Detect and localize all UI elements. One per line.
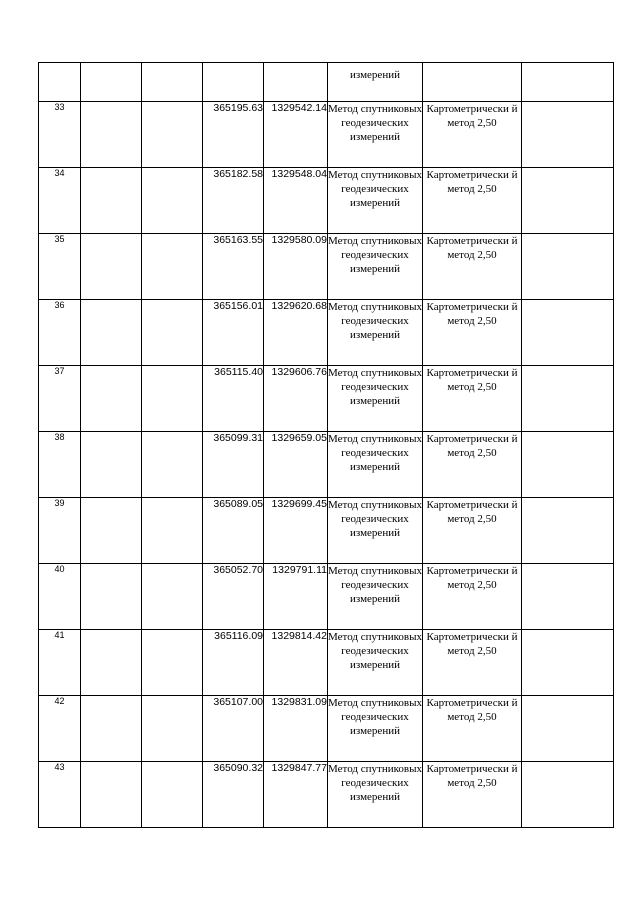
table-body xyxy=(39,63,614,828)
cell-accuracy: Картометрически й метод 2,50 xyxy=(423,234,522,300)
cell-empty xyxy=(142,102,203,168)
table-row xyxy=(39,366,614,432)
cell-y-coordinate: 1329847.77 xyxy=(264,762,328,828)
cell-method: Метод спутниковых геодезических измерений xyxy=(328,234,423,300)
cell-point-number: 43 xyxy=(39,762,81,828)
cell-empty xyxy=(203,63,264,102)
cell-method: Метод спутниковых геодезических измерений xyxy=(328,762,423,828)
cell-point-number: 40 xyxy=(39,564,81,630)
cell-empty xyxy=(81,366,142,432)
cell-y-coordinate: 1329620.68 xyxy=(264,300,328,366)
table-row xyxy=(39,432,614,498)
cell-empty xyxy=(264,63,328,102)
cell-empty xyxy=(522,498,614,564)
cell-empty xyxy=(142,762,203,828)
cell-x-coordinate: 365156.01 xyxy=(203,300,264,366)
cell-accuracy: Картометрически й метод 2,50 xyxy=(423,762,522,828)
cell-empty xyxy=(81,102,142,168)
cell-empty xyxy=(39,63,81,102)
cell-empty xyxy=(81,300,142,366)
cell-y-coordinate: 1329791.11 xyxy=(264,564,328,630)
cell-x-coordinate: 365195.63 xyxy=(203,102,264,168)
cell-point-number: 36 xyxy=(39,300,81,366)
cell-y-coordinate: 1329699.45 xyxy=(264,498,328,564)
cell-x-coordinate: 365090.32 xyxy=(203,762,264,828)
cell-empty xyxy=(522,564,614,630)
cell-accuracy: Картометрически й метод 2,50 xyxy=(423,432,522,498)
cell-empty xyxy=(142,63,203,102)
cell-y-coordinate: 1329548.04 xyxy=(264,168,328,234)
cell-x-coordinate: 365115.40 xyxy=(203,366,264,432)
table-row xyxy=(39,762,614,828)
cell-empty xyxy=(142,168,203,234)
cell-empty xyxy=(522,168,614,234)
cell-point-number: 37 xyxy=(39,366,81,432)
cell-x-coordinate: 365089.05 xyxy=(203,498,264,564)
cell-empty xyxy=(81,63,142,102)
cell-empty xyxy=(522,234,614,300)
cell-accuracy: Картометрически й метод 2,50 xyxy=(423,168,522,234)
cell-accuracy: Картометрически й метод 2,50 xyxy=(423,366,522,432)
cell-empty xyxy=(142,498,203,564)
cell-y-coordinate: 1329542.14 xyxy=(264,102,328,168)
cell-point-number: 35 xyxy=(39,234,81,300)
cell-point-number: 42 xyxy=(39,696,81,762)
table-row xyxy=(39,630,614,696)
cell-x-coordinate: 365052.70 xyxy=(203,564,264,630)
cell-y-coordinate: 1329580.09 xyxy=(264,234,328,300)
cell-point-number: 38 xyxy=(39,432,81,498)
cell-accuracy: Картометрически й метод 2,50 xyxy=(423,498,522,564)
cell-empty xyxy=(522,102,614,168)
table-row-continuation xyxy=(39,63,614,102)
table-row xyxy=(39,102,614,168)
cell-empty xyxy=(142,696,203,762)
cell-x-coordinate: 365116.09 xyxy=(203,630,264,696)
cell-y-coordinate: 1329831.09 xyxy=(264,696,328,762)
cell-method: Метод спутниковых геодезических измерений xyxy=(328,432,423,498)
cell-empty xyxy=(522,63,614,102)
cell-accuracy: Картометрически й метод 2,50 xyxy=(423,300,522,366)
cell-accuracy: Картометрически й метод 2,50 xyxy=(423,630,522,696)
cell-method: Метод спутниковых геодезических измерений xyxy=(328,498,423,564)
cell-method: Метод спутниковых геодезических измерений xyxy=(328,564,423,630)
cell-empty xyxy=(522,696,614,762)
cell-x-coordinate: 365182.58 xyxy=(203,168,264,234)
cell-point-number: 33 xyxy=(39,102,81,168)
cell-empty xyxy=(81,564,142,630)
cell-y-coordinate: 1329606.76 xyxy=(264,366,328,432)
cell-empty xyxy=(81,762,142,828)
cell-empty xyxy=(81,432,142,498)
cell-x-coordinate: 365099.31 xyxy=(203,432,264,498)
cell-accuracy: Картометрически й метод 2,50 xyxy=(423,564,522,630)
cell-empty xyxy=(142,630,203,696)
cell-point-number: 34 xyxy=(39,168,81,234)
table-row xyxy=(39,564,614,630)
cell-point-number: 39 xyxy=(39,498,81,564)
cell-method: Метод спутниковых геодезических измерений xyxy=(328,630,423,696)
cell-empty xyxy=(81,696,142,762)
cell-point-number: 41 xyxy=(39,630,81,696)
cell-empty xyxy=(142,564,203,630)
cell-empty xyxy=(522,432,614,498)
cell-method: Метод спутниковых геодезических измерений xyxy=(328,300,423,366)
cell-empty xyxy=(81,630,142,696)
cell-x-coordinate: 365163.55 xyxy=(203,234,264,300)
table-row xyxy=(39,300,614,366)
table-row xyxy=(39,168,614,234)
cell-empty xyxy=(142,234,203,300)
cell-empty xyxy=(522,366,614,432)
cell-empty xyxy=(522,762,614,828)
cell-empty xyxy=(81,234,142,300)
cell-method: измерений xyxy=(328,63,423,102)
cell-accuracy: Картометрически й метод 2,50 xyxy=(423,102,522,168)
cell-method: Метод спутниковых геодезических измерений xyxy=(328,168,423,234)
cell-empty xyxy=(522,300,614,366)
cell-method: Метод спутниковых геодезических измерений xyxy=(328,696,423,762)
cell-empty xyxy=(142,300,203,366)
cell-method: Метод спутниковых геодезических измерений xyxy=(328,102,423,168)
table-row xyxy=(39,498,614,564)
cell-empty xyxy=(423,63,522,102)
table-row xyxy=(39,696,614,762)
cell-empty xyxy=(81,498,142,564)
cell-method: Метод спутниковых геодезических измерений xyxy=(328,366,423,432)
cell-y-coordinate: 1329814.42 xyxy=(264,630,328,696)
cell-empty xyxy=(522,630,614,696)
coordinates-table xyxy=(38,62,614,828)
cell-x-coordinate: 365107.00 xyxy=(203,696,264,762)
cell-y-coordinate: 1329659.05 xyxy=(264,432,328,498)
cell-empty xyxy=(142,432,203,498)
table-row xyxy=(39,234,614,300)
cell-accuracy: Картометрически й метод 2,50 xyxy=(423,696,522,762)
cell-empty xyxy=(81,168,142,234)
cell-empty xyxy=(142,366,203,432)
